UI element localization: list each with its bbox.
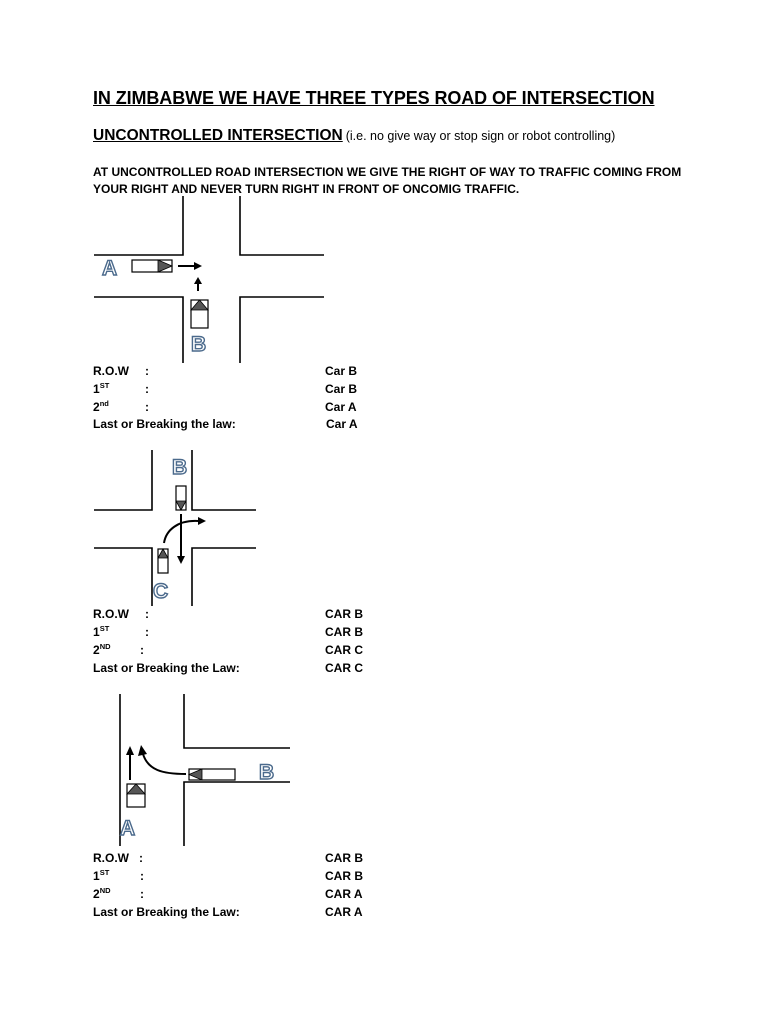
car-label-b: B (191, 333, 207, 356)
row-separator: : (145, 364, 149, 378)
row-value: Car B (325, 382, 358, 396)
row-value: CAR A (325, 887, 363, 901)
row-label: 2ND (93, 642, 111, 657)
row-value: CAR B (325, 625, 363, 639)
row-value: CAR B (325, 851, 363, 865)
arrow-a-straight (126, 746, 134, 780)
car-b (189, 769, 235, 780)
row-value: CAR C (325, 643, 363, 657)
car-b (176, 486, 186, 510)
row-value: CAR B (325, 869, 363, 883)
car-label-b: B (172, 456, 188, 479)
car-label-b: B (259, 761, 275, 784)
row-separator: : (145, 625, 149, 639)
row-separator: : (140, 643, 144, 657)
row-label: 1ST (93, 624, 110, 639)
page-title: IN ZIMBABWE WE HAVE THREE TYPES ROAD OF INTERSECTION (93, 88, 655, 108)
row-label: 1ST (93, 868, 110, 883)
row-label: Last or Breaking the law: (93, 417, 236, 431)
car-c (158, 549, 168, 573)
row-separator: : (145, 607, 149, 621)
car-b (191, 300, 208, 328)
arrow-a-straight (178, 262, 202, 270)
row-label: Last or Breaking the Law: (93, 661, 240, 675)
row-label: 2nd (93, 399, 109, 414)
row-separator: : (140, 869, 144, 883)
row-value: CAR C (325, 661, 363, 675)
arrow-b-straight (194, 277, 202, 291)
intersection-diagram-3 (110, 690, 295, 850)
row-label: 1ST (93, 381, 110, 396)
rule-text: AT UNCONTROLLED ROAD INTERSECTION WE GIVE THE RIGHT OF WAY TO TRAFFIC COMING FROM YOUR RIGHT AND NEVER TURN RIGHT IN FRONT OF ONCOMIG TRAFFIC. (93, 165, 682, 196)
car-a (132, 260, 172, 272)
row-value: Car A (326, 417, 358, 431)
row-value: CAR B (325, 607, 363, 621)
row-label: R.O.W (93, 607, 129, 621)
row-separator: : (145, 400, 149, 414)
arrow-b-turn (138, 745, 186, 774)
row-separator: : (139, 851, 143, 865)
arrow-c-turn-right (164, 517, 206, 543)
section-note: (i.e. no give way or stop sign or robot controlling) (345, 129, 616, 143)
row-label: R.O.W (93, 851, 129, 865)
car-label-a: A (102, 257, 118, 280)
row-value: Car B (325, 364, 358, 378)
row-separator: : (145, 382, 149, 396)
row-value: Car A (325, 400, 357, 414)
intersection-diagram-2 (90, 448, 260, 610)
intersection-diagram-1 (90, 193, 330, 365)
row-value: CAR A (325, 905, 363, 919)
car-label-c: C (153, 580, 169, 603)
car-a (127, 784, 145, 807)
section-heading (93, 127, 615, 145)
section-title: UNCONTROLLED INTERSECTION (93, 127, 343, 144)
row-separator: : (140, 887, 144, 901)
row-label: R.O.W (93, 364, 129, 378)
car-label-a: A (120, 817, 136, 840)
row-label: Last or Breaking the Law: (93, 905, 240, 919)
road-edges (94, 196, 324, 363)
row-label: 2ND (93, 886, 111, 901)
